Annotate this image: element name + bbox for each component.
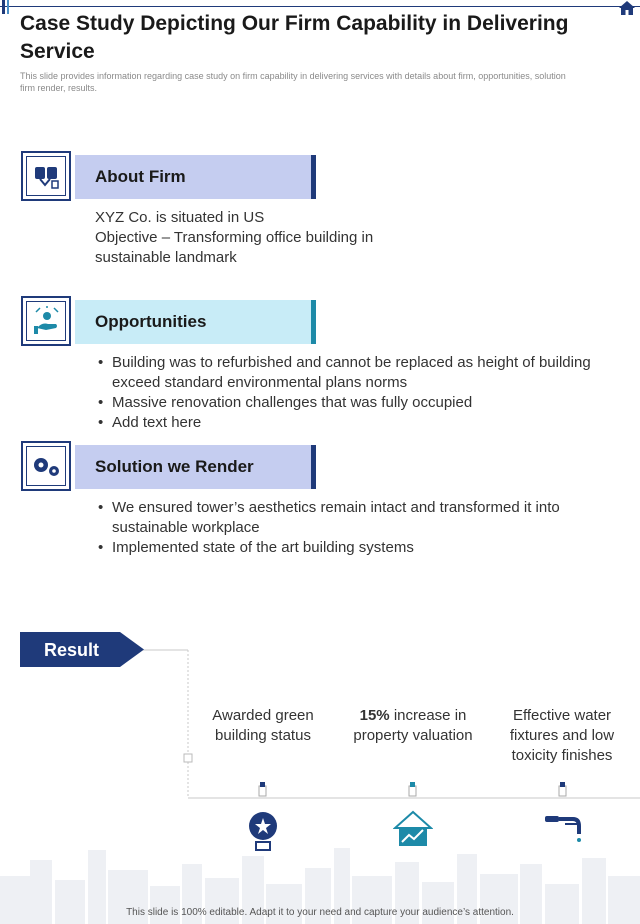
list-item: • Building was to refurbished and cannot be replaced as height of building exceed standard environmental plans norms bbox=[95, 353, 595, 393]
about-firm-header-bar bbox=[75, 155, 311, 199]
list-item: • Massive renovation challenges that was fully occupied bbox=[95, 393, 595, 413]
home-icon[interactable] bbox=[618, 0, 636, 16]
handshake-icon bbox=[32, 163, 62, 191]
result-item bbox=[198, 706, 328, 746]
list-item: • Implemented state of the art building systems bbox=[95, 538, 615, 558]
page-subtitle: This slide provides information regarding case study on firm capability in delivering services with details about firm, opportunities, solution firm render, results. bbox=[20, 71, 566, 93]
solution-heading: Solution we Render bbox=[95, 457, 254, 476]
opportunities-heading: Opportunities bbox=[95, 312, 207, 331]
header-accent-mark bbox=[2, 0, 5, 14]
result-item-text: Effective water fixtures and low toxicity finishes bbox=[509, 707, 615, 764]
result-item bbox=[348, 706, 478, 746]
list-item: • Add text here bbox=[95, 413, 595, 433]
about-firm-icon-box bbox=[21, 151, 71, 201]
result-item-highlight: 15% bbox=[359, 707, 390, 724]
result-label: Result bbox=[44, 640, 100, 660]
footer-note: This slide is 100% editable. Adapt it to your need and capture your audience’s attention. bbox=[126, 907, 514, 918]
result-item bbox=[497, 706, 627, 766]
opportunities-accent bbox=[311, 300, 316, 344]
list-item: • We ensured tower’s aesthetics remain intact and transformed it into sustainable workplace bbox=[95, 498, 615, 538]
about-firm-line: Objective – Transforming office building in sustainable landmark bbox=[95, 229, 374, 266]
page-title: Case Study Depicting Our Firm Capability in Delivering Service bbox=[20, 12, 569, 63]
header-rule bbox=[0, 6, 640, 7]
about-firm-text bbox=[95, 208, 425, 268]
growth-hand-icon bbox=[32, 306, 62, 336]
result-item-text: increase in property valuation bbox=[353, 707, 473, 744]
solution-icon-box bbox=[21, 441, 71, 491]
about-firm-accent bbox=[311, 155, 316, 199]
solution-list bbox=[95, 498, 615, 558]
opportunities-list bbox=[95, 353, 595, 433]
solution-header-bar bbox=[75, 445, 311, 489]
about-firm-line: XYZ Co. is situated in US bbox=[95, 209, 265, 226]
solution-accent bbox=[311, 445, 316, 489]
gears-icon bbox=[31, 453, 63, 481]
opportunities-icon-box bbox=[21, 296, 71, 346]
header-accent-mark-secondary bbox=[7, 0, 9, 14]
opportunities-header-bar bbox=[75, 300, 311, 344]
result-item-text: Awarded green building status bbox=[212, 707, 314, 744]
about-firm-heading: About Firm bbox=[95, 167, 186, 186]
